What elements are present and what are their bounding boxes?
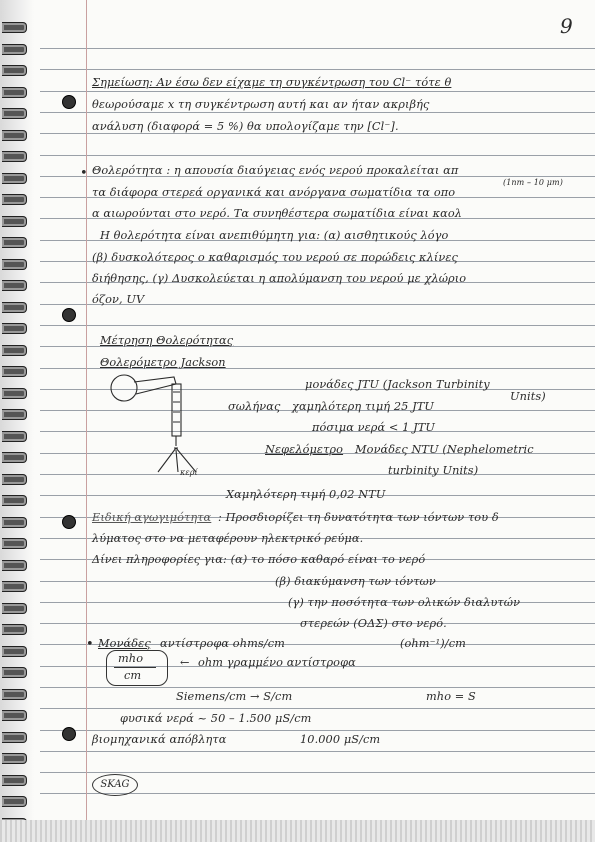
binding-ring [2,624,27,635]
mho-note: ohm γραμμένο αντίστροφα [198,656,356,669]
jackson-units-2: Units) [510,390,546,403]
binding-ring [2,452,27,463]
binding-ring [2,22,27,33]
binding-ring [2,366,27,377]
binding-ring [2,775,27,786]
conductivity-line-2: λύματος στο να μεταφέρουν ηλεκτρικό ρεύμα. [92,532,364,545]
ruled-line [40,112,595,113]
tube-label: σωλήνας [228,400,281,413]
binding-ring [2,65,27,76]
note-line-1: Σημείωση: Αν έσω δεν είχαμε τη συγκέντρωση του Cl⁻ τότε θ [92,76,452,89]
industrial-value: 10.000 μS/cm [300,733,381,746]
ruled-line [40,155,595,156]
jackson-units: μονάδες JTU (Jackson Turbinity [305,378,490,391]
binding-ring [2,259,27,270]
note-line-2: θεωρούσαμε x τη συγκέντρωση αυτή και αν ήταν ακριβής [92,98,430,111]
binding-ring [2,194,27,205]
binding-ring [2,495,27,506]
nephelometer-units-2: turbinity Units) [388,464,479,477]
binding-ring [2,216,27,227]
binding-ring [2,474,27,485]
units-ohm-inverse: (ohm⁻¹)/cm [400,637,466,650]
nephelometer-units: Μονάδες NTU (Nephelometric [355,443,534,456]
binding-ring [2,87,27,98]
mho-numerator: mho [118,652,144,665]
turbidity-line-4: Η θολερότητα είναι ανεπιθύμητη για: (α) αισθητικούς λόγο [100,229,449,242]
binding-ring [2,431,27,442]
note-line-3: ανάλυση (διαφορά = 5 %) θα υπολογίζαμε την [Cl⁻]. [92,120,399,133]
ruled-line [40,69,595,70]
binding-ring [2,796,27,807]
binding-ring [2,689,27,700]
conductivity-line-5: (γ) την ποσότητα των ολικών διαλυτών [288,596,521,609]
binding-ring [2,732,27,743]
binding-ring [2,173,27,184]
jackson-turbidimeter-sketch [108,372,208,482]
binding-ring [2,130,27,141]
jackson-heading: Θολερόμετρο Jackson [100,356,226,369]
units-heading: Μονάδες [98,637,151,650]
binding-ring [2,710,27,721]
measurement-heading: Μέτρηση Θολερότητας [100,334,234,347]
conductivity-heading: Ειδική αγωγιμότητα [92,511,212,524]
bullet: • [80,166,88,181]
ruled-line [40,751,595,752]
binding-ring [2,345,27,356]
punch-hole [62,308,76,322]
binding-ring [2,151,27,162]
turbidity-line-6: διήθησης, (γ) Δυσκολεύεται η απολύμανση του νερού με χλώριο [92,272,467,285]
turbidity-line-2: τα διάφορα στερεά οργανικά και ανόργανα σωματίδια τα οπο [92,186,456,199]
ruled-line [40,730,595,731]
ruled-line [40,325,595,326]
turbidity-line-3: α αιωρούνται στο νερό. Τα συνηθέστερα σωματίδια είναι καολ [92,207,463,220]
binding-ring [2,280,27,291]
ruled-line [40,772,595,773]
ruled-line [40,48,595,49]
fraction-bar [114,667,156,668]
page-number: 9 [560,14,573,38]
binding-ring [2,603,27,614]
bullet: • [86,637,94,652]
units-line-1: αντίστροφα ohms/cm [160,637,285,650]
binding-ring [2,108,27,119]
ruled-line [40,91,595,92]
nephelometer-min: Χαμηλότερη τιμή 0,02 NTU [226,488,386,501]
binding-ring [2,753,27,764]
binding-ring [2,323,27,334]
binding-ring [2,560,27,571]
turbidity-line-7: όζον, UV [92,293,145,306]
binding-ring [2,44,27,55]
punch-hole [62,727,76,741]
turbidity-annotation: (1nm – 10 μm) [503,178,563,187]
punch-hole [62,95,76,109]
candle-label: κερί [180,468,198,477]
siemens-line: Siemens/cm → S/cm [176,690,293,703]
turbidity-line-1: Θολερότητα : η απουσία διαύγειας ενός νερού προκαλείται απ [92,164,459,177]
ruled-line [40,687,595,688]
ruled-line [40,708,595,709]
conductivity-line-1: : Προσδιορίζει τη δυνατότητα των ιόντων του δ [218,511,499,524]
conductivity-line-6: στερεών (ΟΔΣ) στο νερό. [300,617,447,630]
mho-denominator: cm [124,669,142,682]
punch-hole [62,515,76,529]
arrow-icon: ← [180,656,190,669]
binding-ring [2,388,27,399]
nephelometer-label: Νεφελόμετρο [265,443,344,456]
binding-ring [2,667,27,678]
potable-limit: πόσιμα νερά < 1 JTU [312,421,436,434]
binding-ring [2,409,27,420]
conductivity-line-3: Δίνει πληροφορίες για: (α) το πόσο καθαρό είναι το νερό [92,553,426,566]
natural-waters: φυσικά νερά ~ 50 – 1.500 μS/cm [120,712,312,725]
turbidity-line-5: (β) δυσκολότερος ο καθαρισμός του νερού σε πορώδεις κλίνες [92,251,458,264]
jackson-min: χαμηλότερη τιμή 25 JTU [292,400,434,413]
binding-ring [2,302,27,313]
binding-ring [2,581,27,592]
bottom-edge [0,820,595,842]
binding-ring [2,538,27,549]
binding-ring [2,237,27,248]
binding-ring [2,646,27,657]
industrial-waste: βιομηχανικά απόβλητα [92,733,227,746]
mho-equals-s: mho = S [426,690,476,703]
binding-ring [2,517,27,528]
skag-stamp: SKAG [92,774,138,796]
margin-line [86,0,87,822]
conductivity-line-4: (β) διακύμανση των ιόντων [275,575,436,588]
